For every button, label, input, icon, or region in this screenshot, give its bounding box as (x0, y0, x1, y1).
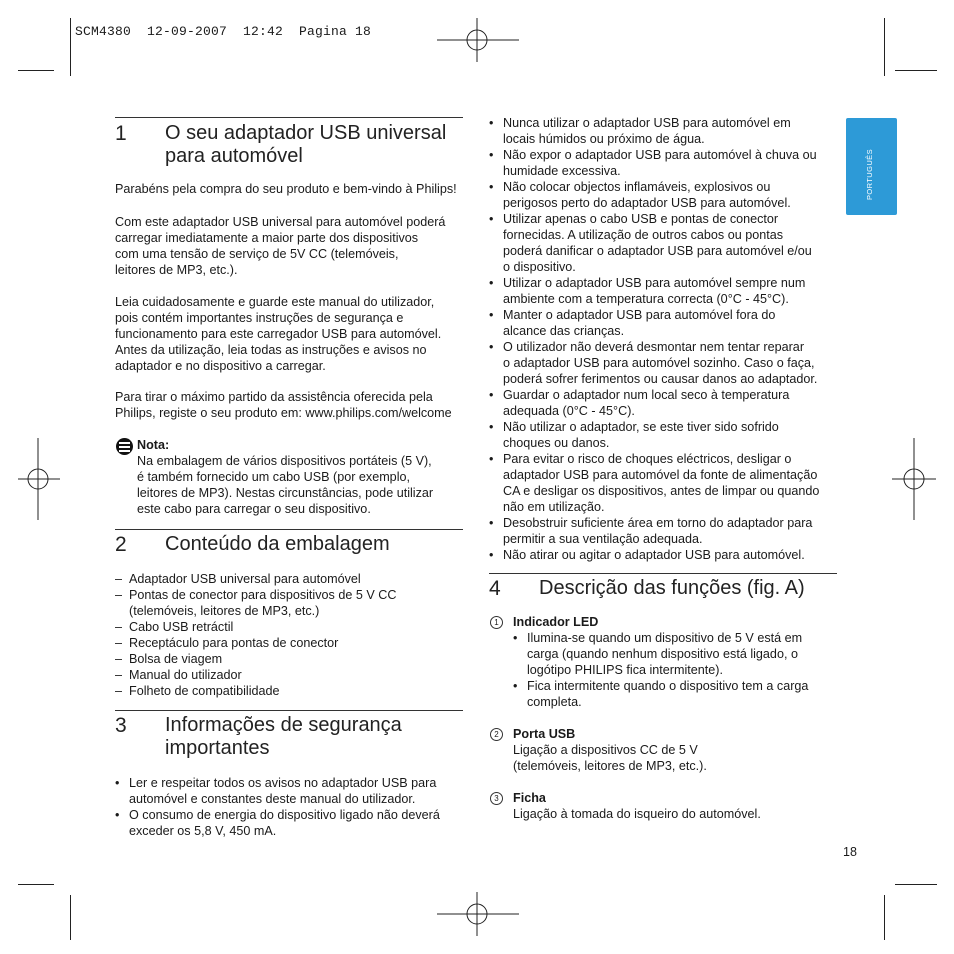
print-slug: SCM4380 12-09-2007 12:42 Pagina 18 (75, 24, 372, 39)
list-item: • Nunca utilizar o adaptador USB para automóvel em locais húmidos ou próximo de água. (489, 115, 849, 147)
section-rule (489, 573, 837, 574)
note-text: Na embalagem de vários dispositivos portáteis (5 V), é também fornecido um cabo USB (por exemplo, leitores de MP3). Nestas circunstâncias, pode utilizar este cabo para carregar o seu dispositivo. (137, 454, 434, 516)
list-item: • O utilizador não deverá desmontar nem tentar reparar o adaptador USB para automóvel sozinho. Caso o faça, poderá sofrer ferimentos ou causar danos ao adaptador. (489, 339, 849, 387)
callout-number: 1 (490, 616, 503, 629)
paragraph: Para tirar o máximo partido da assistência oferecida pela Philips, registe o seu produto em: www.philips.com/welcome (115, 390, 452, 420)
feature-title: Ficha (513, 791, 546, 805)
callout-number: 3 (490, 792, 503, 805)
page-number: 18 (843, 845, 857, 859)
list-item: • Não colocar objectos inflamáveis, explosivos ou perigosos perto do adaptador USB para automóvel. (489, 179, 849, 211)
list-item: • Utilizar o adaptador USB para automóvel sempre num ambiente com a temperatura correcta (0°C - 45°C). (489, 275, 849, 307)
language-tab (846, 118, 897, 215)
list-item: • Não utilizar o adaptador, se este tiver sido sofrido choques ou danos. (489, 419, 849, 451)
section-number: 2 (115, 533, 127, 556)
list-item: • O consumo de energia do dispositivo ligado não deverá exceder os 5,8 V, 450 mA. (115, 807, 475, 839)
list-item: – Cabo USB retráctil (115, 619, 475, 635)
list-item: • Ler e respeitar todos os avisos no adaptador USB para automóvel e constantes deste manual do utilizador. (115, 775, 475, 807)
feature-title: Porta USB (513, 727, 576, 741)
section-title: Informações de segurança importantes (165, 714, 402, 759)
feature-text: Ligação a dispositivos CC de 5 V (telemóveis, leitores de MP3, etc.). (513, 743, 707, 773)
section-number: 4 (489, 577, 501, 600)
safety-list (115, 775, 475, 839)
section-number: 3 (115, 714, 127, 737)
list-item: • Não atirar ou agitar o adaptador USB para automóvel. (489, 547, 849, 563)
section-rule (115, 710, 463, 711)
note-icon (116, 438, 133, 455)
list-item: – Folheto de compatibilidade (115, 683, 475, 699)
list-item: – Adaptador USB universal para automóvel (115, 571, 475, 587)
paragraph: Parabéns pela compra do seu produto e bem-vindo à Philips! (115, 182, 457, 196)
list-item: • Guardar o adaptador num local seco à temperatura adequada (0°C - 45°C). (489, 387, 849, 419)
paragraph: Com este adaptador USB universal para automóvel poderá carregar imediatamente a maior parte dos dispositivos com uma tensão de serviço de 5V CC (telemóveis, leitores de MP3, etc.). (115, 215, 446, 277)
section-title: Descrição das funções (fig. A) (539, 577, 805, 599)
list-item: – Receptáculo para pontas de conector (115, 635, 475, 651)
list-item: – Manual do utilizador (115, 667, 475, 683)
section-number: 1 (115, 122, 127, 145)
section-title: O seu adaptador USB universal para automóvel (165, 122, 447, 167)
section-rule (115, 117, 463, 118)
language-tab-label: PORTUGUÊS (865, 149, 874, 200)
list-item: – Bolsa de viagem (115, 651, 475, 667)
callout-number: 2 (490, 728, 503, 741)
paragraph: Leia cuidadosamente e guarde este manual do utilizador, pois contém importantes instruções de segurança e funcionamento para este carregador USB para automóvel. Antes da utilização, leia todas as instruções e avisos no adaptador e no dispositivo a carregar. (115, 295, 442, 373)
feature-title: Indicador LED (513, 615, 599, 629)
list-item: • Não expor o adaptador USB para automóvel à chuva ou humidade excessiva. (489, 147, 849, 179)
list-item: • Manter o adaptador USB para automóvel fora do alcance das crianças. (489, 307, 849, 339)
feature-list (513, 630, 843, 710)
section-title: Conteúdo da embalagem (165, 533, 390, 555)
section-rule (115, 529, 463, 530)
list-item: • Ilumina-se quando um dispositivo de 5 V está em carga (quando nenhum dispositivo está ligado, o logótipo PHILIPS fica intermitente). (513, 630, 843, 678)
note-label: Nota: (137, 438, 170, 452)
list-item: • Desobstruir suficiente área em torno do adaptador para permitir a sua ventilação adequada. (489, 515, 849, 547)
list-item: • Para evitar o risco de choques eléctricos, desligar o adaptador USB para automóvel da fonte de alimentação CA e desligar os dispositivos, antes de limpar ou quando não em utilização. (489, 451, 849, 515)
list-item: • Utilizar apenas o cabo USB e pontas de conector fornecidas. A utilização de outros cabos ou pontas poderá danificar o adaptador USB para automóvel e/ou o dispositivo. (489, 211, 849, 275)
list-item: – Pontas de conector para dispositivos de 5 V CC (telemóveis, leitores de MP3, etc.) (115, 587, 475, 619)
feature-text: Ligação à tomada do isqueiro do automóvel. (513, 807, 761, 821)
list-item: • Fica intermitente quando o dispositivo tem a carga completa. (513, 678, 843, 710)
safety-list-continued (489, 115, 849, 563)
contents-list (115, 571, 475, 699)
